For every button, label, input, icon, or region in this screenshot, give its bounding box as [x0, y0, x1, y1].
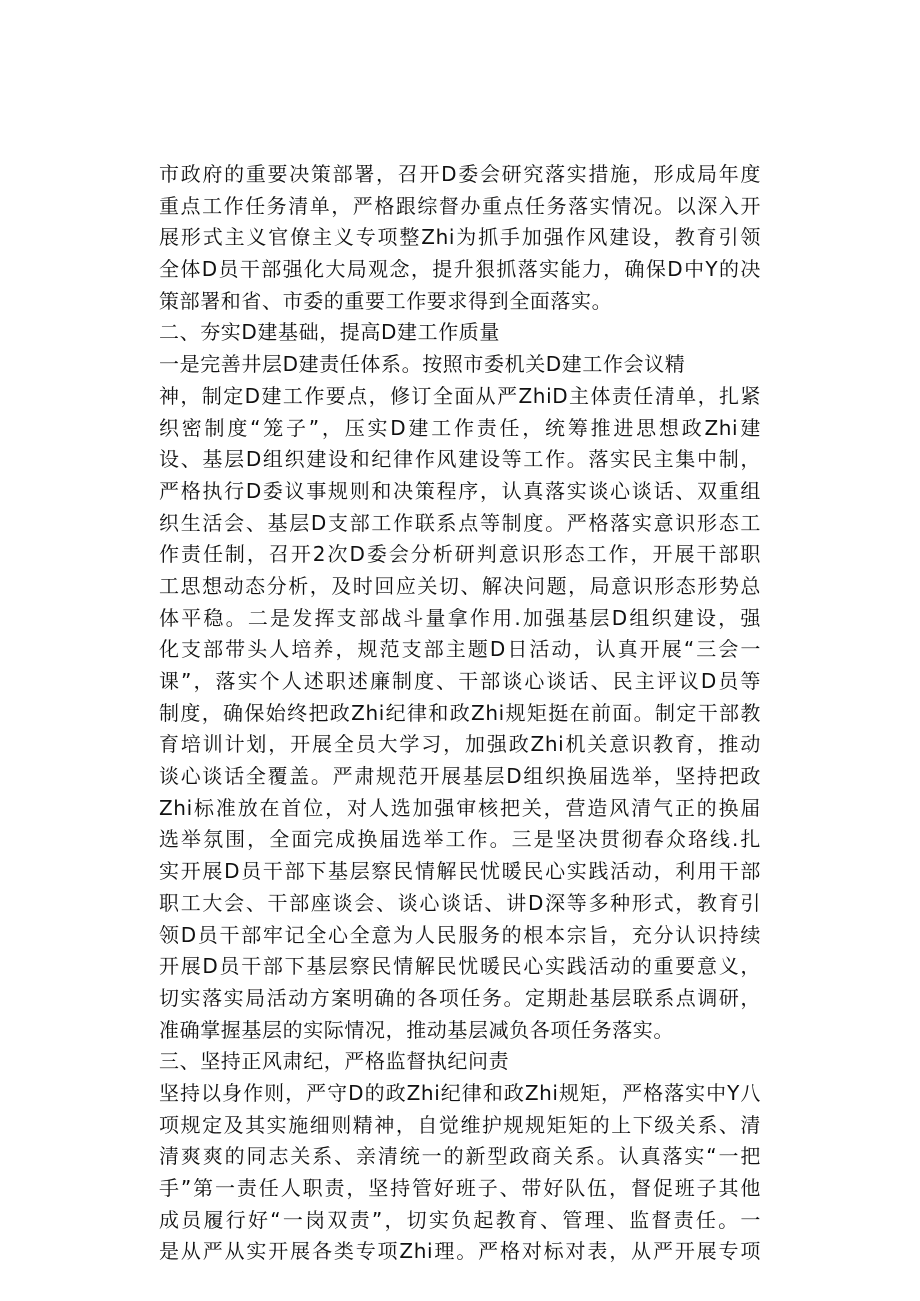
text-line: 坚持以身作则，严守D的政Zhi纪律和政Zhi规矩，严格落实中Y八	[159, 1080, 761, 1105]
text-line: 职工大会、干部座谈会、谈心谈话、讲D深等多种形式，教育引	[159, 890, 761, 915]
text-line: 一是完善井层D建责任体系。按照市委机关D建工作会议精	[159, 352, 686, 377]
text-line: 是从严从实开展各类专项Zhi理。严格对标对表，从严开展专项	[159, 1239, 761, 1264]
text-line: 神，制定D建工作要点，修订全面从严ZhiD主体责任清单，扎紧	[159, 383, 761, 408]
text-line: 严格执行D委议事规则和决策程序，认真落实谈心谈话、双重组	[159, 478, 761, 503]
text-line: 切实落实局活动方案明确的各项任务。定期赴基层联系点调研，	[159, 985, 761, 1010]
text-line: 开展D员干部下基层察民情解民忧暖民心实践活动的重要意义，	[159, 954, 761, 979]
text-line: 成员履行好“一岗双责”，切实负起教育、管理、监督责任。一	[159, 1207, 761, 1232]
text-line: 化支部带头人培养，规范支部主题D日活动，认真开展“三会一	[159, 637, 761, 662]
text-line: 领D员干部牢记全心全意为人民服务的根本宗旨，充分认识持续	[159, 922, 761, 947]
text-line: Zhi标准放在首位，对人选加强审核把关，营造风清气正的换届	[159, 795, 761, 820]
text-line: 清爽爽的同志关系、亲清统一的新型政商关系。认真落实“一把	[159, 1144, 761, 1169]
text-line: 市政府的重要决策部署，召开D委会研究落实措施，形成局年度	[159, 162, 761, 186]
text-line: 体平稳。二是发挥支部战斗量拿作用.加强基层D组织建设，强	[159, 605, 761, 630]
text-line: 织生活会、基层D支部工作联系点等制度。严格落实意识形态工	[159, 510, 761, 535]
text-line: 织密制度“笼子”，压实D建工作责任，统筹推进思想政Zhi建	[159, 415, 761, 440]
text-line: 选举氛围，全面完成换届选举工作。三是坚决贯彻春众珞线.扎	[159, 827, 761, 852]
text-line: 作责任制，召开2次D委会分析研判意识形态工作，开展干部职	[159, 542, 761, 567]
text-line: 实开展D员干部下基层察民情解民忧暖民心实践活动，利用干部	[159, 859, 761, 884]
section-heading: 三、坚持正风肃纪，严格监督执纪问责	[159, 1049, 510, 1074]
text-line: 育培训计划，开展全员大学习，加强政Zhi机关意识教育，推动	[159, 732, 761, 757]
text-line: 策部署和省、市委的重要工作要求得到全面落实。	[159, 288, 613, 313]
text-line: 全体D员干部强化大局观念，提升狠抓落实能力，确保D中Y的决	[159, 257, 761, 282]
document-body	[159, 159, 761, 1268]
section-heading: 二、夯实D建基础，提高D建工作质量	[159, 320, 501, 345]
text-line: 项规定及其实施细则精神，自觉维护规规矩矩的上下级关系、清	[159, 1112, 761, 1137]
text-line: 手”第一责任人职责，坚持管好班子、带好队伍，督促班子其他	[159, 1176, 761, 1200]
text-line: 工思想动态分析，及时回应关切、解决问题，局意识形态形势总	[159, 573, 761, 598]
text-line: 课”，落实个人述职述廉制度、干部谈心谈话、民主评议D员等	[159, 669, 761, 693]
text-line: 展形式主义官僚主义专项整Zhi为抓手加强作风建设，教育引领	[159, 225, 761, 250]
text-line: 准确掌握基层的实际情况，推动基层减负各项任务落实。	[159, 1017, 674, 1042]
text-line: 重点工作任务清单，严格跟综督办重点任务落实情况。以深入开	[159, 193, 761, 218]
text-line: 设、基层D组织建设和纪律作风建设等工作。落实民主集中制，	[159, 447, 761, 472]
text-line: 谈心谈话全覆盖。严肃规范开展基层D组织换届选举，坚持把政	[159, 764, 761, 789]
text-line: 制度，确保始终把政Zhi纪律和政Zhi规矩挺在前面。制定干部教	[159, 700, 761, 725]
